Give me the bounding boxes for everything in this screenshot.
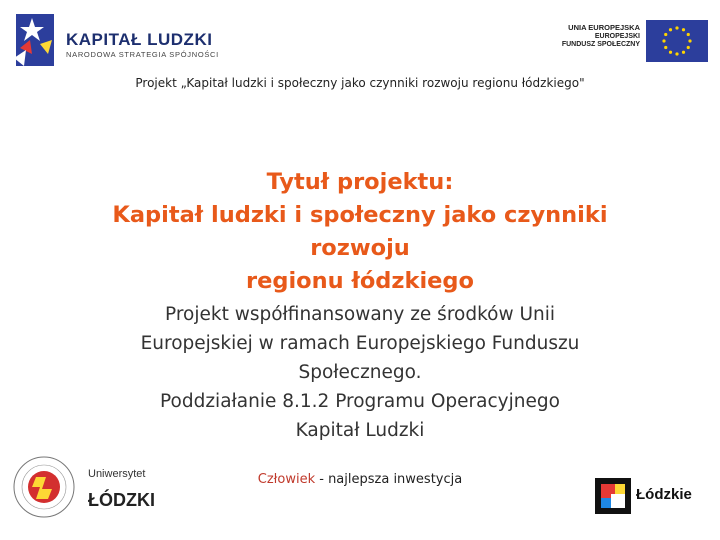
brand-subtitle: NARODOWA STRATEGIA SPÓJNOŚCI — [66, 50, 219, 59]
title-line: Tytuł projektu: — [266, 169, 454, 195]
eu-label — [545, 24, 640, 50]
university-word: Uniwersytet — [88, 468, 146, 480]
eu-flag-icon — [646, 20, 708, 62]
slogan-rest: - najlepsza inwestycja — [315, 472, 463, 487]
funding-line: Poddziałanie 8.1.2 Programu Operacyjnego — [160, 391, 560, 412]
university-name: ŁÓDZKI — [88, 490, 155, 510]
brand-title: KAPITAŁ LUDZKI — [66, 30, 213, 49]
eu-star-icon — [669, 28, 672, 31]
eu-star-icon — [682, 28, 685, 31]
eu-label-line: UNIA EUROPEJSKA — [568, 23, 640, 32]
eu-label-line: FUNDUSZ SPOŁECZNY — [561, 41, 640, 48]
eu-star-icon — [687, 46, 690, 49]
eu-star-icon — [675, 26, 678, 29]
eu-star-icon — [675, 52, 678, 55]
funding-text — [80, 300, 640, 445]
slogan-highlight: Człowiek — [257, 472, 316, 487]
eu-star-icon — [669, 51, 672, 54]
funding-line: Kapitał Ludzki — [295, 420, 425, 441]
eu-star-icon — [664, 33, 667, 36]
university-seal-icon — [12, 455, 76, 519]
title-line: regionu łódzkiego — [245, 268, 474, 294]
lodzkie-logo-icon — [595, 478, 631, 514]
kapital-ludzki-logo-icon — [10, 10, 60, 70]
funding-line: Projekt współfinansowany ze środków Unii — [164, 304, 556, 325]
eu-label-line: EUROPEJSKI — [594, 32, 640, 40]
funding-line: Europejskiej w ramach Europejskiego Funduszu — [140, 333, 580, 354]
page-title — [60, 166, 660, 298]
eu-star-icon — [688, 39, 691, 42]
eu-star-icon — [664, 46, 667, 49]
funding-line: Społecznego. — [298, 362, 422, 383]
eu-star-icon — [682, 51, 685, 54]
region-name: Łódzkie — [636, 486, 692, 503]
project-line: Projekt „Kapitał ludzki i społeczny jako czynniki rozwoju regionu łódzkiego" — [135, 76, 585, 90]
title-line: Kapitał ludzki i społeczny jako czynniki rozwoju — [112, 202, 608, 261]
eu-star-icon — [662, 39, 665, 42]
eu-star-icon — [687, 33, 690, 36]
